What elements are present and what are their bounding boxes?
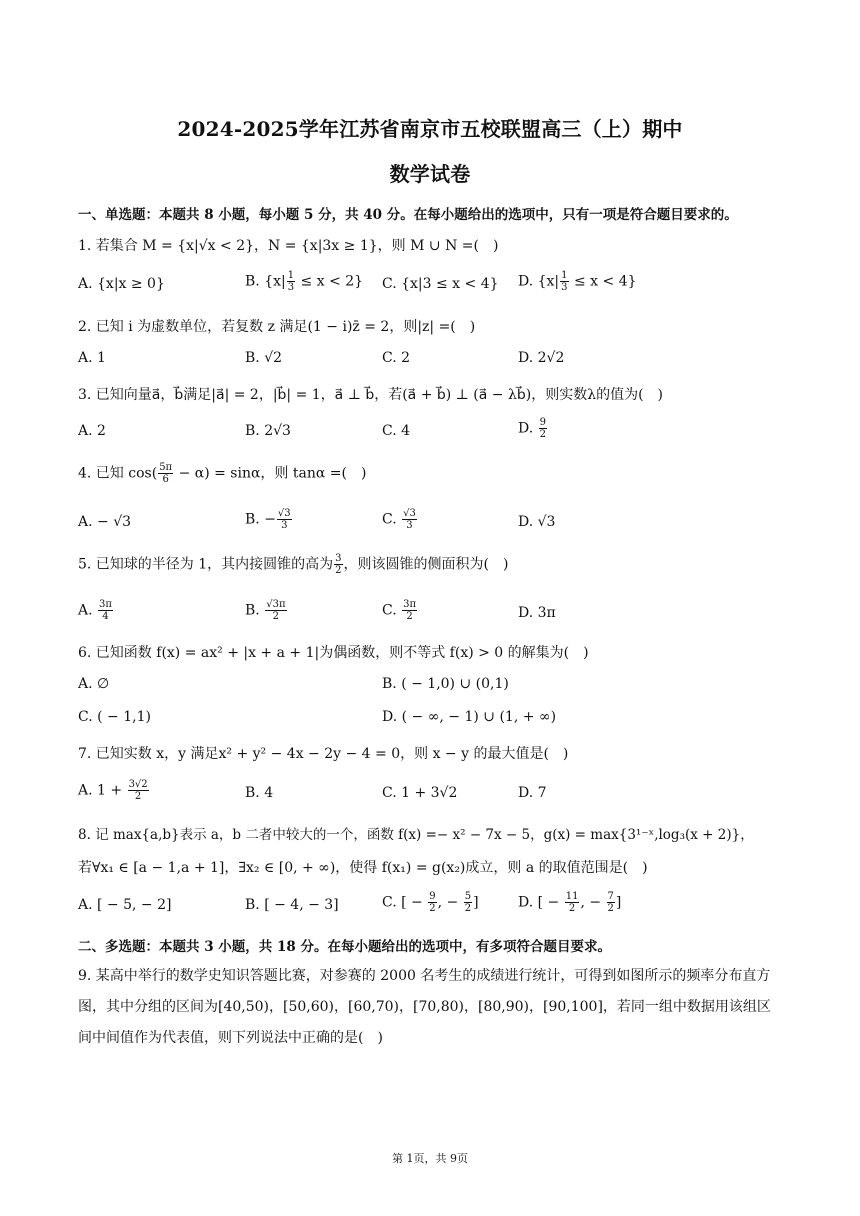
fraction: $\frac{3√2}{2}$	[128, 779, 148, 802]
question-2-option-b: B. √2	[245, 350, 283, 366]
question-8-option-c: C. [ − $\frac{9}{2}$ , − $\frac{5}{2}$ ]	[382, 891, 479, 914]
question-8-option-a: A. [ − 5, − 2]	[78, 897, 172, 913]
question-3-option-b: B. 2√3	[245, 423, 291, 439]
fraction: $\frac{3\pi}{2}$	[403, 599, 417, 622]
section-heading-multiple-choice: 二、多选题：本题共 3 小题，共 18 分。在每小题给出的选项中，有多项符合题目要求。	[78, 939, 611, 955]
question-7-option-a: A. 1 + $\frac{3√2}{2}$	[78, 779, 148, 802]
fraction: $\frac{√3}{3}$	[403, 508, 416, 531]
question-5-option-d: D. 3π	[518, 605, 556, 621]
question-1-option-c: C. {x|3 ≤ x < 4}	[382, 276, 499, 292]
question-1-option-a: A. {x|x ≥ 0}	[78, 276, 165, 292]
question-5-option-a: A. $\frac{3\pi}{4}$	[78, 599, 112, 622]
question-4-option-d: D. √3	[518, 514, 556, 530]
question-2-option-a: A. 1	[78, 350, 106, 366]
question-8-stem-line-1: 8. 记 max{a,b}表示 a，b 二者中较大的一个，函数 f(x) =− x² − 7x − 5，g(x) = max{3¹⁻ˣ,log₃(x + 2)}，	[78, 827, 754, 843]
question-6-option-a: A. ∅	[78, 676, 110, 692]
page-footer: 第 1页，共 9页	[392, 1152, 468, 1165]
question-6-stem: 6. 已知函数 f(x) = ax² + |x + a + 1|为偶函数，则不等式 f(x) > 0 的解集为( )	[78, 645, 589, 661]
question-4-option-a: A. − √3	[78, 514, 132, 530]
question-3-stem: 3. 已知向量a⃗，b⃗满足|a⃗| = 2，|b⃗| = 1，a⃗ ⊥ b⃗，若(a⃗ + b⃗) ⊥ (a⃗ − λb⃗)，则实数λ的值为( )	[78, 387, 663, 403]
question-5-stem: 5. 已知球的半径为 1，其内接圆锥的高为 $\frac{3}{2}$ ，则该圆锥的侧面积为( )	[78, 553, 509, 576]
question-7-stem: 7. 已知实数 x，y 满足x² + y² − 4x − 2y − 4 = 0，则 x − y 的最大值是( )	[78, 746, 569, 762]
question-2-option-c: C. 2	[382, 350, 411, 366]
question-2-option-d: D. 2√2	[518, 350, 565, 366]
question-7-option-d: D. 7	[518, 785, 547, 801]
question-4-option-c: C. $\frac{√3}{3}$	[382, 508, 416, 531]
fraction: $\frac{3\pi}{4}$	[99, 599, 112, 622]
fraction: $\frac{5\pi}{6}$	[159, 462, 173, 485]
question-3-option-a: A. 2	[78, 423, 106, 439]
question-8-stem-line-2: 若∀x₁ ∈ [a − 1,a + 1]，∃x₂ ∈ [0, + ∞)，使得 f(x₁) = g(x₂)成立，则 a 的取值范围是( )	[78, 860, 648, 876]
fraction: $\frac{11}{2}$	[565, 891, 579, 914]
question-2-stem: 2. 已知 i 为虚数单位，若复数 z 满足(1 − i)z̄ = 2，则|z| =( )	[78, 319, 476, 335]
question-1-option-b: B. {x| $\frac{1}{3}$ ≤ x < 2}	[245, 270, 364, 293]
fraction: $\frac{9}{2}$	[429, 891, 436, 914]
fraction: $\frac{√3\pi}{2}$	[266, 599, 286, 622]
question-5-option-c: C. $\frac{3\pi}{2}$	[382, 599, 417, 622]
question-1-option-d: D. {x| $\frac{1}{3}$ ≤ x < 4}	[518, 270, 637, 293]
question-9-stem: 9. 某高中举行的数学史知识答题比赛，对参赛的 2000 名考生的成绩进行统计，可得到如图所示的频率分布直方图，其中分组的区间为[40,50)，[50,60)，[60,70)，[70,80)，[80,90)，[90,100]，若同一组中数据用该组区间中间值作为代表值，则下列说法中正确的是( )	[78, 968, 771, 1046]
question-1-stem: 1. 若集合 M = {x|√x < 2}，N = {x|3x ≥ 1}，则 M ∪ N =( )	[78, 238, 499, 254]
fraction: $\frac{1}{3}$	[561, 270, 568, 293]
fraction: $\frac{√3}{3}$	[277, 508, 291, 531]
question-8-option-b: B. [ − 4, − 3]	[245, 897, 339, 913]
question-4-stem: 4. 已知 cos( $\frac{5\pi}{6}$ − α) = sinα，则 tanα =( )	[78, 462, 367, 485]
question-7-option-b: B. 4	[245, 785, 274, 801]
fraction: $\frac{1}{3}$	[287, 270, 295, 293]
question-8-option-d: D. [ − $\frac{11}{2}$ , − $\frac{7}{2}$ ]	[518, 891, 622, 914]
question-3-option-c: C. 4	[382, 423, 411, 439]
question-7-option-c: C. 1 + 3√2	[382, 785, 458, 801]
fraction: $\frac{9}{2}$	[539, 417, 547, 440]
question-6-option-c: C. ( − 1,1)	[78, 709, 151, 725]
question-3-option-d: D. $\frac{9}{2}$	[518, 417, 547, 440]
question-5-option-b: B. $\frac{√3\pi}{2}$	[245, 599, 286, 622]
section-heading-single-choice: 一、单选题：本题共 8 小题，每小题 5 分，共 40 分。在每小题给出的选项中，只有一项是符合题目要求的。	[78, 207, 738, 223]
exam-title: 2024-2025学年江苏省南京市五校联盟高三（上）期中	[177, 117, 683, 141]
fraction: $\frac{7}{2}$	[607, 891, 614, 914]
exam-subtitle: 数学试卷	[389, 162, 471, 186]
question-6-option-b: B. ( − 1,0) ∪ (0,1)	[382, 676, 509, 692]
fraction: $\frac{3}{2}$	[335, 553, 342, 576]
question-6-option-d: D. ( − ∞, − 1) ∪ (1, + ∞)	[382, 709, 557, 725]
question-4-option-b: B. − $\frac{√3}{3}$	[245, 508, 291, 531]
fraction: $\frac{5}{2}$	[464, 891, 472, 914]
